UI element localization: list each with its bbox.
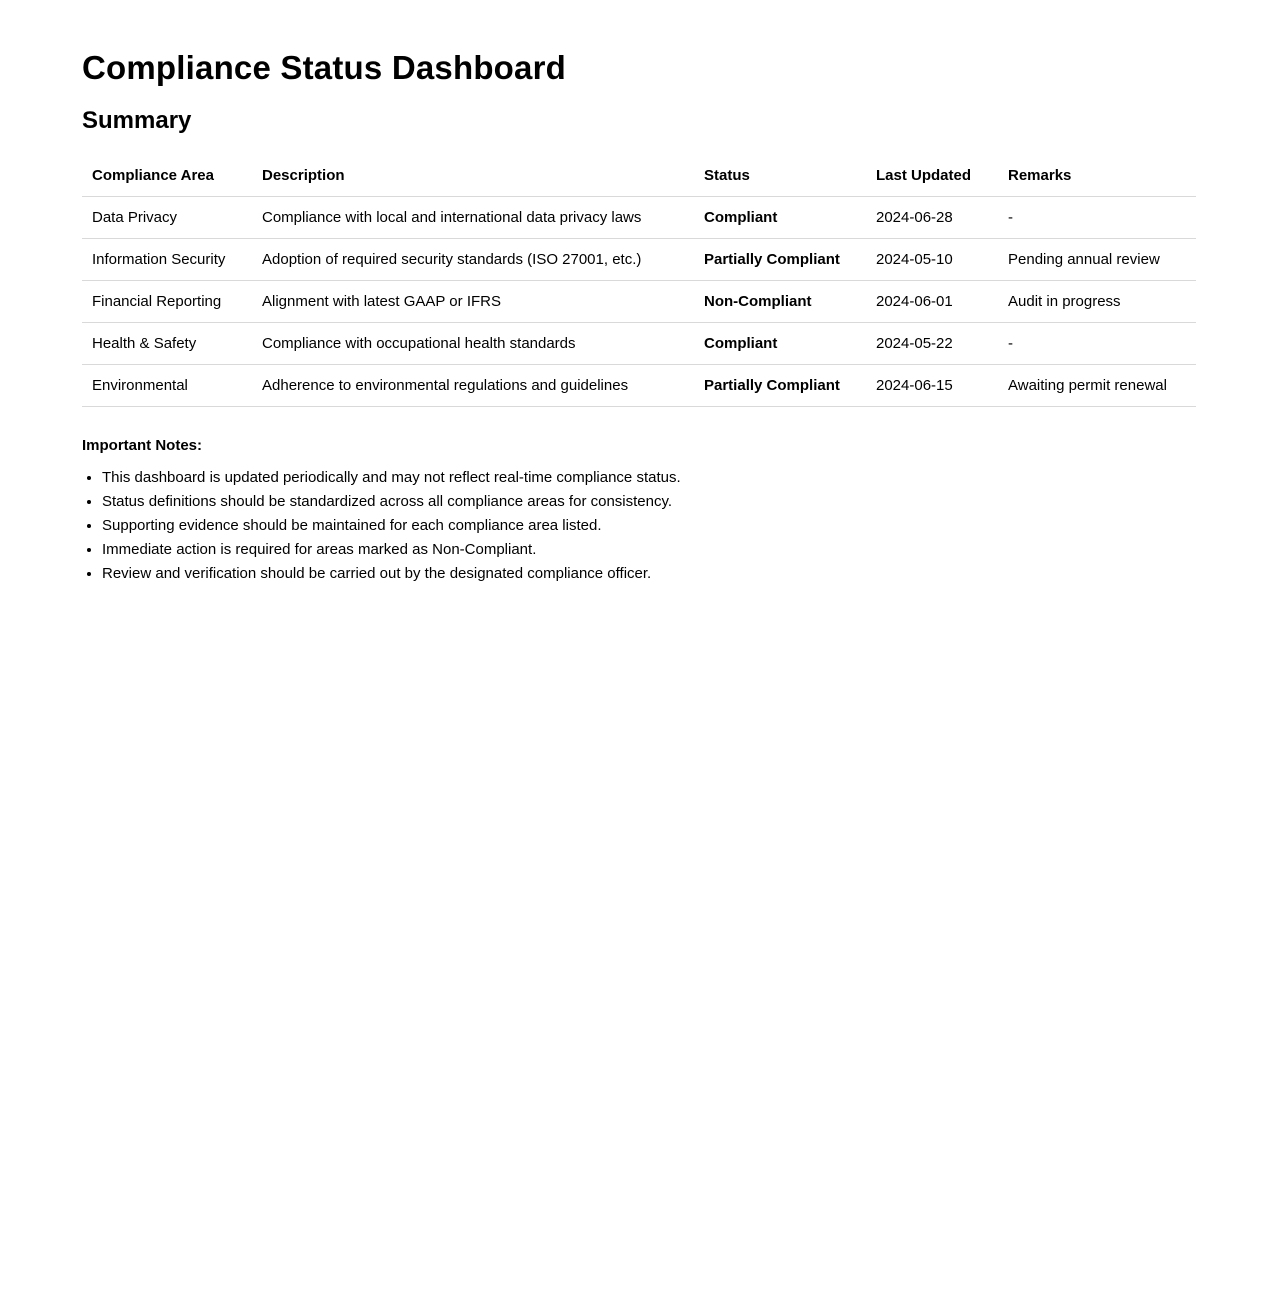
cell-last-updated: 2024-06-01 [866,281,998,323]
notes-list [82,466,1196,586]
cell-last-updated: 2024-06-15 [866,365,998,407]
table-row [82,197,1196,239]
cell-status: Partially Compliant [694,239,866,281]
list-item: • Supporting evidence should be maintained for each compliance area listed. [102,514,1196,538]
page-title: Compliance Status Dashboard [82,49,566,86]
list-item: • This dashboard is updated periodically and may not reflect real-time compliance status. [102,466,1196,490]
cell-remarks: Audit in progress [998,281,1196,323]
cell-status: Partially Compliant [694,365,866,407]
column-header-last-updated: Last Updated [866,155,998,197]
cell-last-updated: 2024-05-10 [866,239,998,281]
column-header-compliance-area: Compliance Area [82,155,252,197]
table-row [82,239,1196,281]
column-header-status: Status [694,155,866,197]
list-item: • Immediate action is required for areas marked as Non-Compliant. [102,538,1196,562]
cell-status: Non-Compliant [694,281,866,323]
table-header-row [82,155,1196,197]
cell-description: Alignment with latest GAAP or IFRS [252,281,694,323]
section-title-summary: Summary [82,107,192,134]
cell-last-updated: 2024-05-22 [866,323,998,365]
cell-status: Compliant [694,323,866,365]
table-row [82,365,1196,407]
cell-remarks: Pending annual review [998,239,1196,281]
list-item: • Status definitions should be standardized across all compliance areas for consistency. [102,490,1196,514]
cell-remarks: - [998,197,1196,239]
cell-description: Adoption of required security standards (ISO 27001, etc.) [252,239,694,281]
cell-compliance-area: Environmental [82,365,252,407]
compliance-table [82,155,1196,407]
list-item: • Review and verification should be carried out by the designated compliance officer. [102,562,1196,586]
cell-compliance-area: Information Security [82,239,252,281]
notes-title: Important Notes: [82,437,202,454]
cell-compliance-area: Data Privacy [82,197,252,239]
cell-remarks: - [998,323,1196,365]
column-header-remarks: Remarks [998,155,1196,197]
important-notes [82,436,1196,586]
cell-remarks: Awaiting permit renewal [998,365,1196,407]
cell-description: Compliance with local and international data privacy laws [252,197,694,239]
cell-description: Adherence to environmental regulations and guidelines [252,365,694,407]
cell-compliance-area: Health & Safety [82,323,252,365]
cell-description: Compliance with occupational health standards [252,323,694,365]
cell-last-updated: 2024-06-28 [866,197,998,239]
table-row [82,323,1196,365]
cell-status: Compliant [694,197,866,239]
column-header-description: Description [252,155,694,197]
cell-compliance-area: Financial Reporting [82,281,252,323]
table-row [82,281,1196,323]
